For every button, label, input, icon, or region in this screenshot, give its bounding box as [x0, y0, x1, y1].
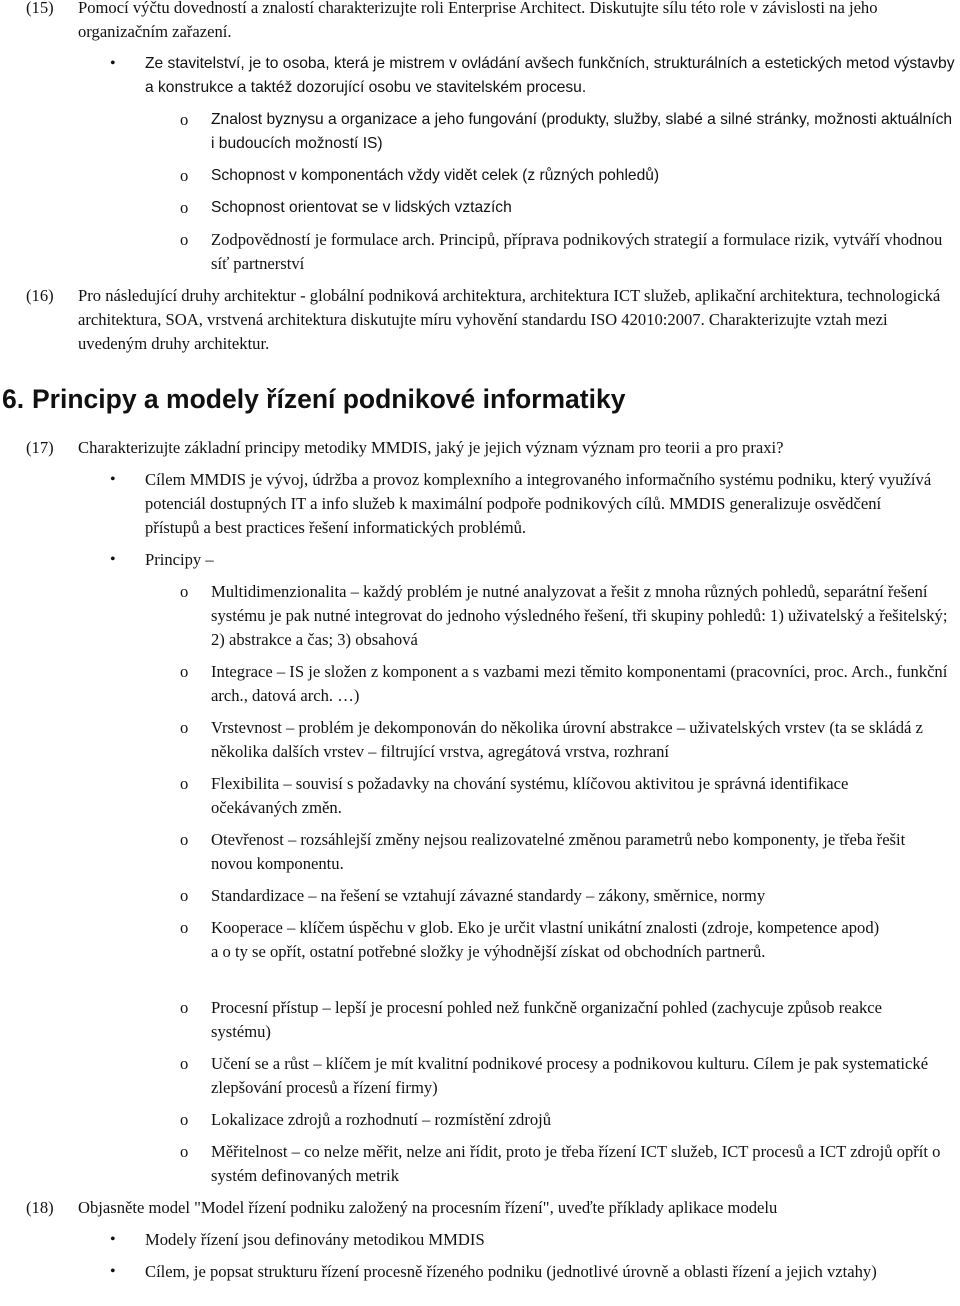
sub-marker: o [180, 1142, 189, 1161]
question-number: (18) [26, 1198, 54, 1217]
bullet-marker: • [110, 551, 116, 568]
sub-marker: o [180, 918, 189, 937]
sub-marker: o [180, 774, 189, 793]
bullet-text: Cílem MMDIS je vývoj, údržba a provoz komplexního a integrovaného informačního systému podniku, který využívá potenciál dostupných IT a info služeb k maximální podpoře podnikových cílů. MMDIS generalizuje osvědčení přístupů a best practices řešení informatických problémů. [145, 470, 932, 537]
principle-text: Integrace – IS je složen z komponent a s vazbami mezi těmito komponentami (pracovníci, proc. Arch., funkční arch., datová arch. …) [211, 662, 948, 705]
principle-text: Lokalizace zdrojů a rozhodnutí – rozmístění zdrojů [211, 1110, 552, 1129]
principle-text: Otevřenost – rozsáhlejší změny nejsou realizovatelné změnou parametrů nebo komponenty, je třeba řešit novou komponentu. [211, 830, 906, 873]
sub-item-text: Schopnost orientovat se v lidských vztazích [211, 199, 512, 216]
bullet-marker: • [110, 1231, 116, 1248]
question-text: Objasněte model "Model řízení podniku založený na procesním řízení", uveďte příklady aplikace modelu [78, 1198, 778, 1217]
principle-text: Procesní přístup – lepší je procesní pohled než funkčně organizační pohled (zachycuje způsob reakce systému) [211, 998, 883, 1041]
question-number: (15) [26, 0, 54, 17]
sub-item-text: Schopnost v komponentách vždy vidět celek (z různých pohledů) [211, 167, 660, 184]
sub-marker: o [180, 166, 189, 185]
sub-marker: o [180, 1054, 189, 1073]
section-title: Principy a modely řízení podnikové informatiky [32, 384, 626, 414]
sub-marker: o [180, 230, 189, 249]
principle-text: Multidimenzionalita – každý problém je nutné analyzovat a řešit z mnoha různých pohledů, separátní řešení systému je pak nutné integrovat do jednoho výsledného řešení, tři skupiny pohledů: 1) uživatelský a řešitelský; 2) abstrakce a čas; 3) obsahová [211, 582, 948, 649]
sub-marker: o [180, 662, 189, 681]
principle-text: Měřitelnost – co nelze měřit, nelze ani řídit, proto je třeba řízení ICT služeb, ICT procesů a ICT zdrojů opřít o systém definovaných metrik [211, 1142, 941, 1185]
sub-item-text: Znalost byznysu a organizace a jeho fungování (produkty, služby, slabé a silné stránky, možnosti aktuálních i budoucích možností IS) [211, 111, 953, 152]
sub-item-text: Zodpovědností je formulace arch. Principů, příprava podnikových strategií a formulace rizik, vytváří vhodnou síť partnerství [211, 230, 943, 273]
principle-text: Standardizace – na řešení se vztahují závazné standardy – zákony, směrnice, normy [211, 886, 766, 905]
sub-marker: o [180, 198, 189, 217]
bullet-text: Principy – [145, 550, 214, 569]
sub-marker: o [180, 582, 189, 601]
sub-marker: o [180, 830, 189, 849]
bullet-marker: • [110, 55, 116, 72]
sub-marker: o [180, 110, 189, 129]
bullet-text: Cílem, je popsat strukturu řízení procesně řízeného podniku (jednotlivé úrovně a oblasti řízení a jejich vztahy) [145, 1262, 877, 1281]
sub-marker: o [180, 998, 189, 1017]
section-number: 6. [2, 384, 25, 414]
principle-text: Kooperace – klíčem úspěchu v glob. Eko je určit vlastní unikátní znalosti (zdroje, kompetence apod) a o ty se opřít, ostatní potřebné složky je výhodnější získat od obchodních partnerů. [211, 918, 880, 961]
bullet-marker: • [110, 1263, 116, 1280]
principle-text: Flexibilita – souvisí s požadavky na chování systému, klíčovou aktivitou je správná identifikace očekávaných změn. [211, 774, 849, 817]
question-text: Pro následující druhy architektur - globální podniková architektura, architektura ICT služeb, aplikační architektura, technologická architektura, SOA, vrstvená architektura diskutujte míru vyhovění standardu ISO 42010:2007. Charakterizujte vztah mezi uvedeným druhy architektur. [78, 286, 941, 353]
sub-marker: o [180, 886, 189, 905]
question-text: Pomocí výčtu dovedností a znalostí charakterizujte roli Enterprise Architect. Diskutujte sílu této role v závislosti na jeho organizačním zařazení. [78, 0, 878, 41]
question-number: (16) [26, 286, 54, 305]
question-text: Charakterizujte základní principy metodiky MMDIS, jaký je jejich význam význam pro teorii a pro praxi? [78, 438, 784, 457]
principle-text: Učení se a růst – klíčem je mít kvalitní podnikové procesy a podnikovou kulturu. Cílem je pak systematické zlepšování procesů a řízení firmy) [211, 1054, 929, 1097]
bullet-marker: • [110, 471, 116, 488]
sub-marker: o [180, 718, 189, 737]
principle-text: Vrstevnost – problém je dekomponován do několika úrovní abstrakce – uživatelských vrstev (ta se skládá z několika dalších vrstev – filtrující vrstva, agregátová vrstva, rozhraní [211, 718, 923, 761]
sub-marker: o [180, 1110, 189, 1129]
bullet-text: Modely řízení jsou definovány metodikou MMDIS [145, 1230, 485, 1249]
bullet-text: Ze stavitelství, je to osoba, která je mistrem v ovládání avšech funkčních, strukturálních a estetických metod výstavby a konstrukce a taktéž dozorující osobu ve stavitelském procesu. [145, 55, 955, 96]
question-number: (17) [26, 438, 54, 457]
